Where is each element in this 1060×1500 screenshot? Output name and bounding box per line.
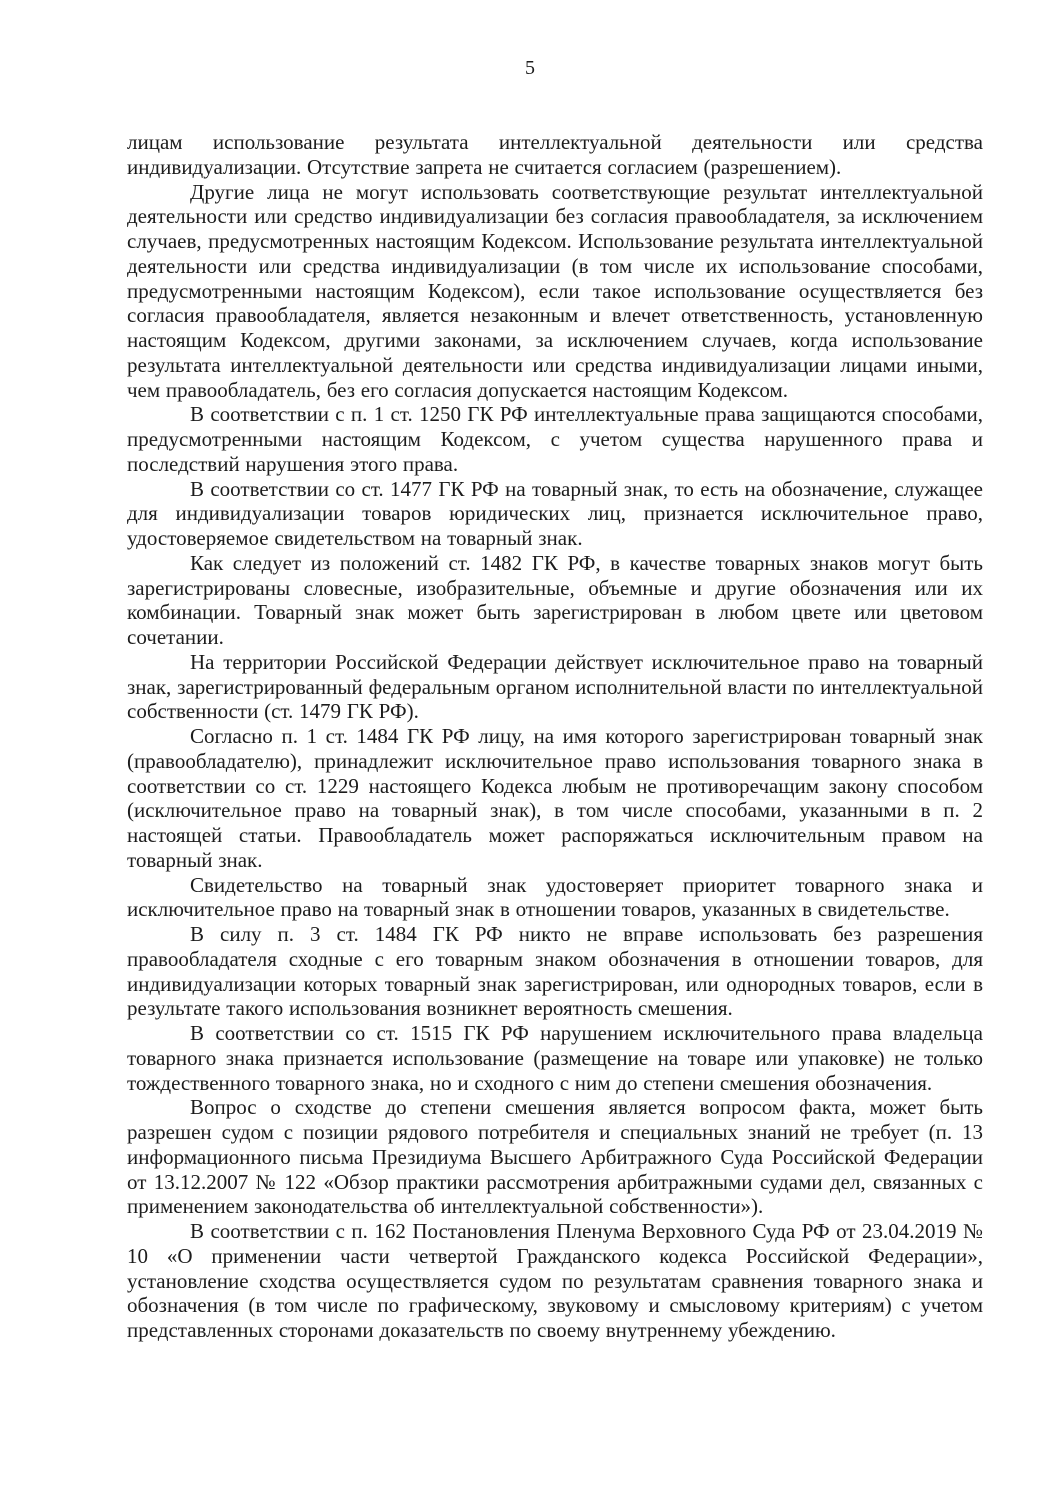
paragraph: На территории Российской Федерации действует исключительное право на товарный знак, зарегистрированный федеральным органом исполнительной власти по интеллектуальной собственности (ст. 1479 ГК РФ). [127,649,983,724]
paragraph: Как следует из положений ст. 1482 ГК РФ, в качестве товарных знаков могут быть зарегистрированы словесные, изобразительные, объемные и другие обозначения или их комбинации. Товарный знак может быть зарегистрирован в любом цвете или цветовом сочетании. [127,550,983,649]
paragraph: Другие лица не могут использовать соответствующие результат интеллектуальной деятельности или средство индивидуализации без согласия правообладателя, за исключением случаев, предусмотренных настоящим Кодексом. Использование результата интеллектуальной деятельности или средства индивидуализации (в том числе их использование способами, предусмотренными настоящим Кодексом), если такое использование осуществляется без согласия правообладателя, является незаконным и влечет ответственность, установленную настоящим Кодексом, другими законами, за исключением случаев, когда использование результата интеллектуальной деятельности или средства индивидуализации лицами иными, чем правообладатель, без его согласия допускается настоящим Кодексом. [127,179,983,402]
paragraph: лицам использование результата интеллектуальной деятельности или средства индивидуализации. Отсутствие запрета не считается согласием (разрешением). [127,130,983,179]
paragraph: Свидетельство на товарный знак удостоверяет приоритет товарного знака и исключительное право на товарный знак в отношении товаров, указанных в свидетельстве. [127,872,983,922]
paragraph: В соответствии с п. 162 Постановления Пленума Верховного Суда РФ от 23.04.2019 № 10 «О применении части четвертой Гражданского кодекса Российской Федерации», установление сходства осуществляется судом по результатам сравнения товарного знака и обозначения (в том числе по графическому, звуковому и смысловому критериям) с учетом представленных сторонами доказательств по своему внутреннему убеждению. [127,1219,983,1342]
paragraph: В силу п. 3 ст. 1484 ГК РФ никто не вправе использовать без разрешения правообладателя сходные с его товарным знаком обозначения в отношении товаров, для индивидуализации которых товарный знак зарегистрирован, или однородных товаров, если в результате такого использования возникнет вероятность смешения. [127,922,983,1021]
paragraph: В соответствии со ст. 1515 ГК РФ нарушением исключительного права владельца товарного знака признается использование (размещение на товаре или упаковке) не только тождественного товарного знака, но и сходного с ним до степени смешения обозначения. [127,1021,983,1095]
page-number: 5 [525,57,535,79]
document-body [127,130,983,1343]
paragraph: Вопрос о сходстве до степени смешения является вопросом факта, может быть разрешен судом с позиции рядового потребителя и специальных знаний не требует (п. 13 информационного письма Президиума Высшего Арбитражного Суда Российской Федерации от 13.12.2007 № 122 «Обзор практики рассмотрения арбитражными судами дел, связанных с применением законодательства об интеллектуальной собственности»). [127,1095,983,1219]
paragraph: В соответствии со ст. 1477 ГК РФ на товарный знак, то есть на обозначение, служащее для индивидуализации товаров юридических лиц, признается исключительное право, удостоверяемое свидетельством на товарный знак. [127,476,983,550]
paragraph: Согласно п. 1 ст. 1484 ГК РФ лицу, на имя которого зарегистрирован товарный знак (правообладателю), принадлежит исключительное право использования товарного знака в соответствии со ст. 1229 настоящего Кодекса любым не противоречащим закону способом (исключительное право на товарный знак), в том числе способами, указанными в п. 2 настоящей статьи. Правообладатель может распоряжаться исключительным правом на товарный знак. [127,724,983,872]
paragraph: В соответствии с п. 1 ст. 1250 ГК РФ интеллектуальные права защищаются способами, предусмотренными настоящим Кодексом, с учетом существа нарушенного права и последствий нарушения этого права. [127,402,983,476]
